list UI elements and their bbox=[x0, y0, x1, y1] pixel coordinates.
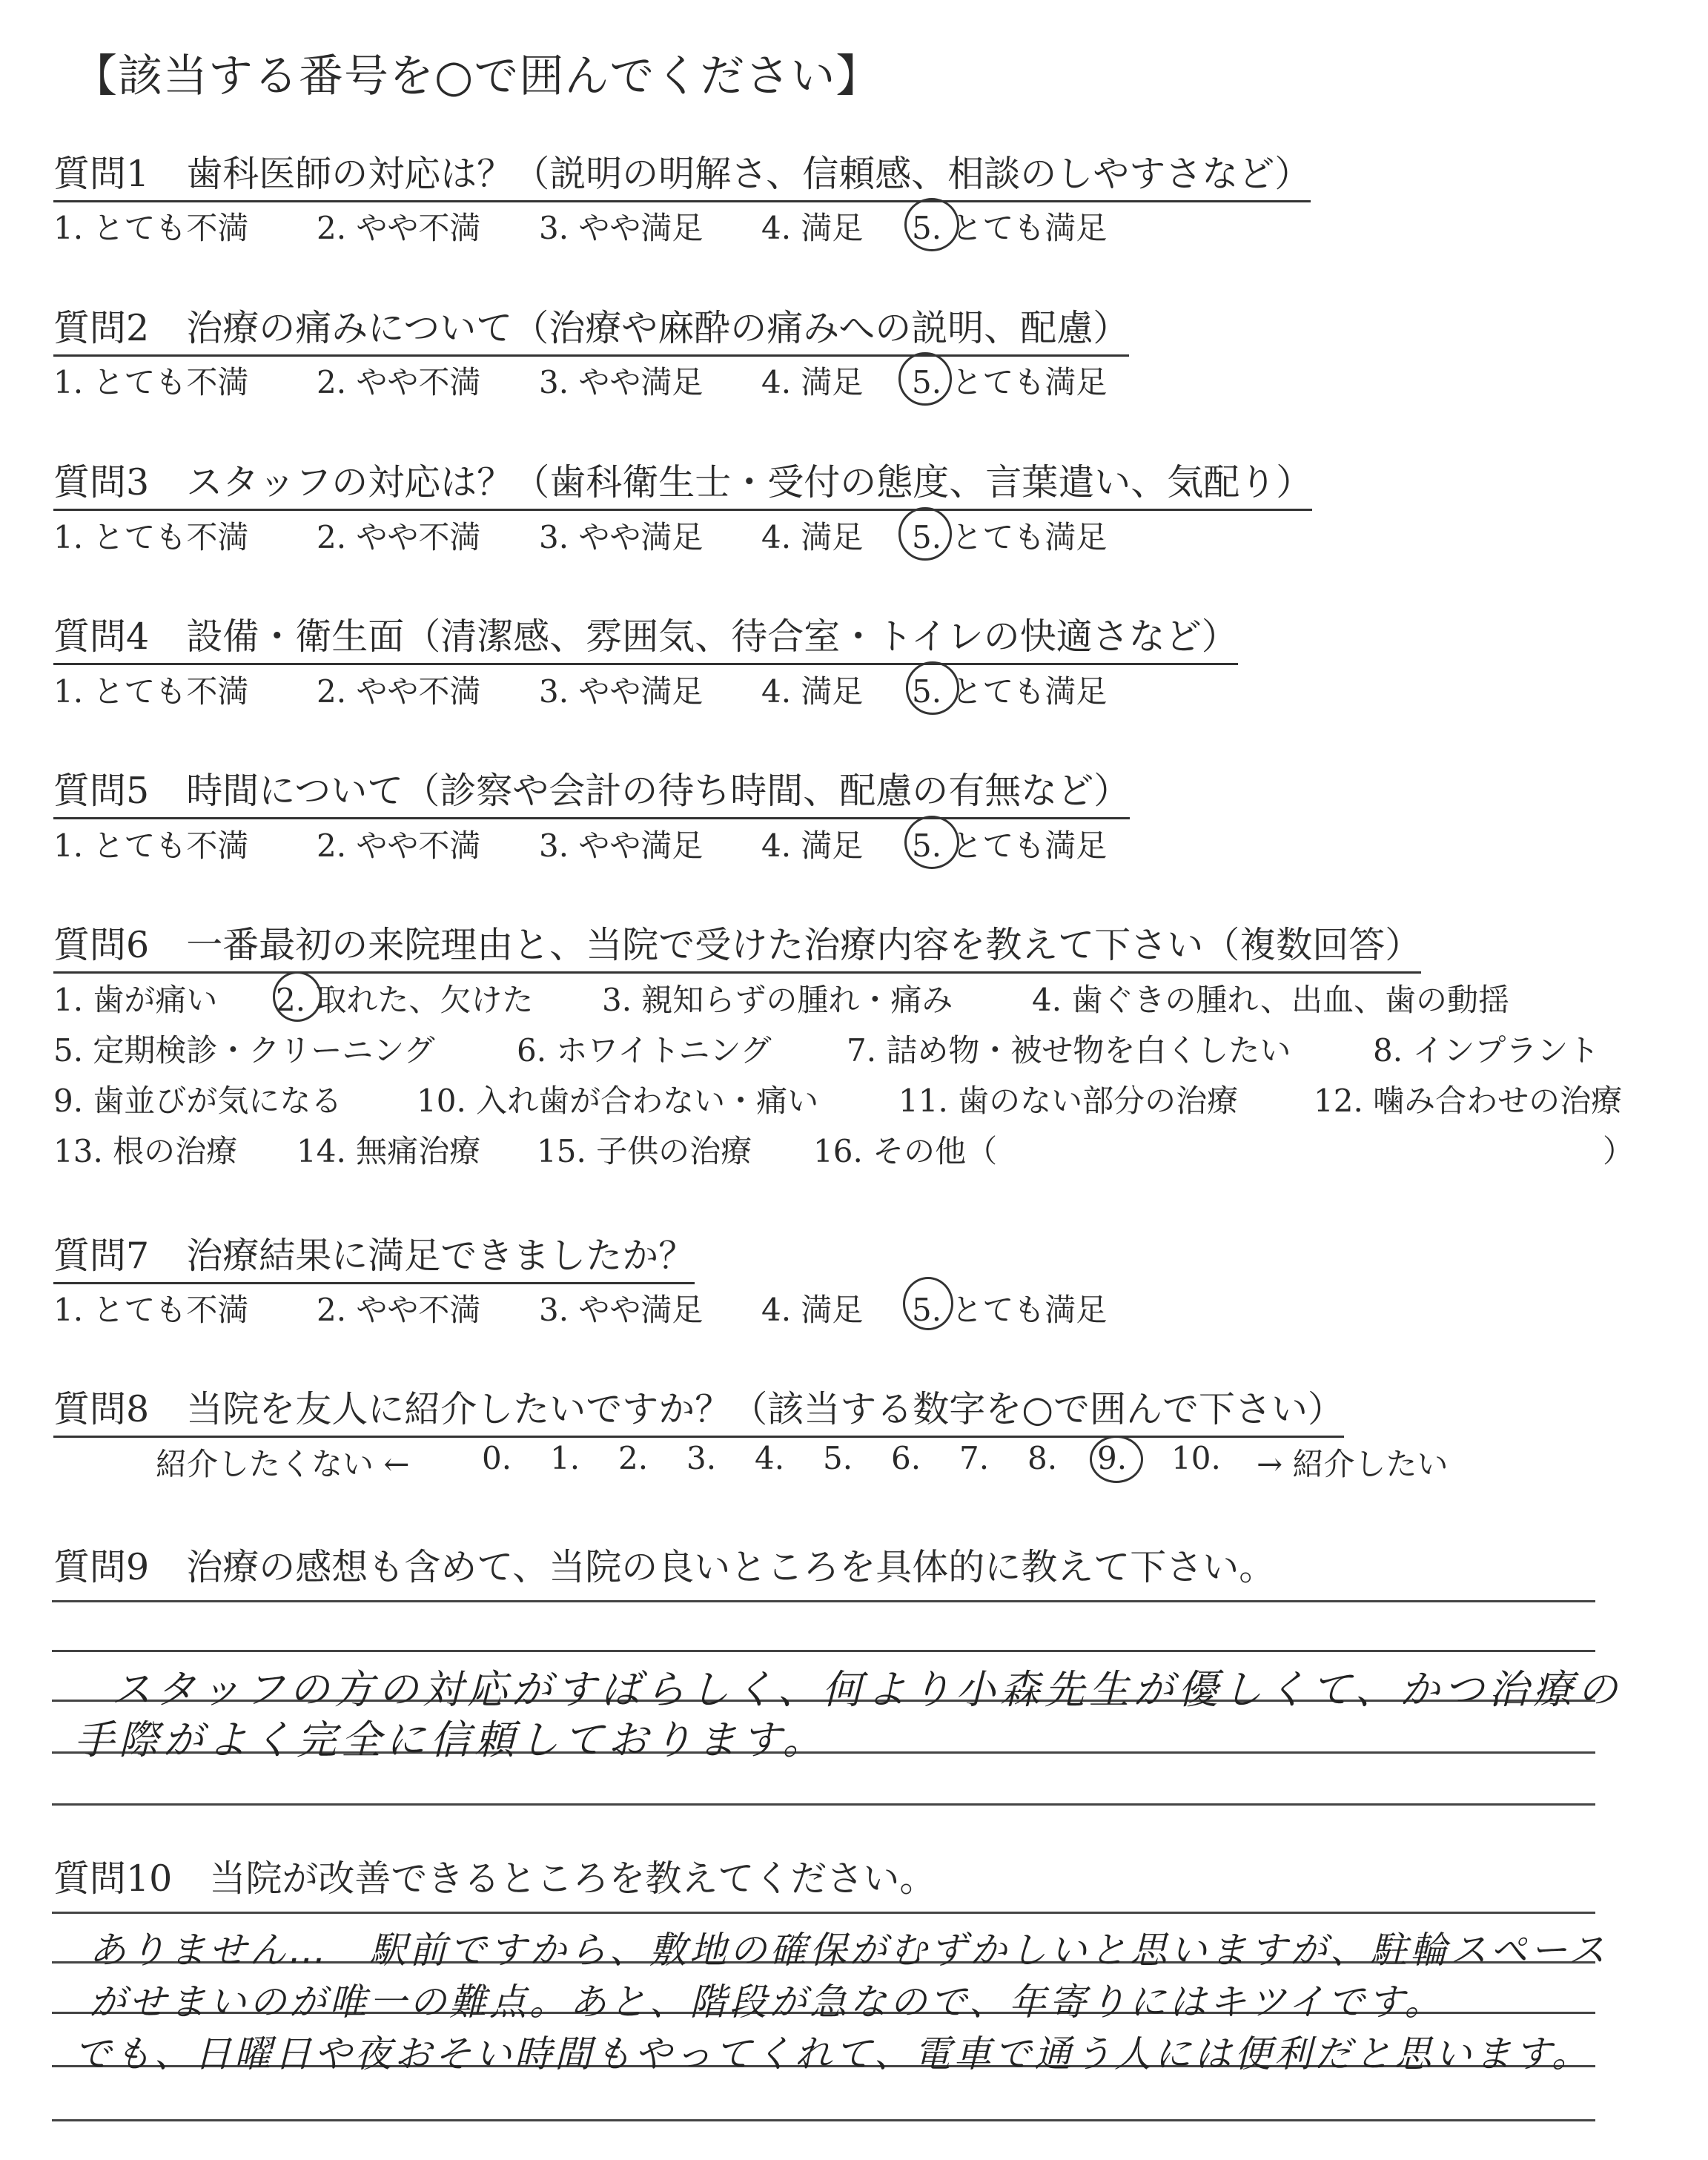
option-4[interactable]: 4. 満足 bbox=[761, 673, 864, 710]
question-text: 当院を友人に紹介したいですか？（該当する数字を○で囲んで下さい） bbox=[186, 1388, 1344, 1430]
option-4[interactable]: 4. 満足 bbox=[761, 364, 864, 400]
handwritten-answer-line: ありません… 駅前ですから、敷地の確保がむずかしいと思いますが、駐輪スペース bbox=[89, 1929, 1609, 1972]
option-3[interactable]: 3. やや満足 bbox=[539, 673, 704, 710]
option-1[interactable]: 1. とても不満 bbox=[53, 1292, 249, 1328]
question-text: 歯科医師の対応は？（説明の明解さ、信頼感、相談のしやすさなど） bbox=[186, 153, 1311, 195]
option-8[interactable]: 8. インプラント bbox=[1373, 1032, 1600, 1069]
selection-circle bbox=[906, 661, 959, 715]
option-4[interactable]: 4. 満足 bbox=[761, 1292, 864, 1328]
question-1-options bbox=[53, 204, 1314, 248]
question-8-title bbox=[53, 1381, 1344, 1438]
question-2-options bbox=[53, 358, 1314, 403]
question-text: 治療の感想も含めて、当院の良いところを具体的に教えて下さい。 bbox=[186, 1546, 1276, 1588]
selection-circle bbox=[903, 1277, 953, 1330]
option-3[interactable]: 3. やや満足 bbox=[539, 1292, 704, 1328]
option-13[interactable]: 13. 根の治療 bbox=[53, 1133, 238, 1169]
option-7[interactable]: 7. 詰め物・被せ物を白くしたい bbox=[847, 1032, 1291, 1069]
option-2[interactable]: 2. やや不満 bbox=[317, 519, 481, 555]
option-5-selected[interactable]: 5. とても満足 bbox=[912, 519, 1108, 555]
selection-circle bbox=[904, 816, 959, 869]
option-12[interactable]: 12. 噛み合わせの治療 bbox=[1314, 1083, 1623, 1119]
option-10[interactable]: 10. 入れ歯が合わない・痛い bbox=[417, 1083, 819, 1119]
scale-3[interactable]: 3. bbox=[686, 1440, 717, 1476]
scale-8[interactable]: 8. bbox=[1027, 1440, 1058, 1476]
question-number: 質問9 bbox=[53, 1546, 150, 1588]
option-6[interactable]: 6. ホワイトニング bbox=[517, 1032, 772, 1069]
question-number: 質問4 bbox=[53, 615, 150, 658]
answer-line bbox=[52, 1650, 1595, 1652]
option-4[interactable]: 4. 満足 bbox=[761, 828, 864, 864]
question-2-title bbox=[53, 300, 1129, 357]
scale-6[interactable]: 6. bbox=[891, 1440, 921, 1476]
option-4[interactable]: 4. 満足 bbox=[761, 210, 864, 246]
option-1[interactable]: 1. 歯が痛い bbox=[53, 982, 218, 1018]
option-2[interactable]: 2. やや不満 bbox=[317, 364, 481, 400]
answer-line bbox=[52, 2119, 1595, 2121]
scale-1[interactable]: 1. bbox=[550, 1440, 580, 1476]
question-text: 当院が改善できるところを教えてください。 bbox=[209, 1857, 936, 1900]
scale-7[interactable]: 7. bbox=[959, 1440, 990, 1476]
question-5-options bbox=[53, 822, 1314, 866]
question-6-title bbox=[53, 916, 1421, 974]
selection-circle bbox=[904, 198, 959, 251]
option-5-selected[interactable]: 5. とても満足 bbox=[912, 673, 1108, 710]
option-5-selected[interactable]: 5. とても満足 bbox=[912, 1292, 1108, 1328]
option-5-selected[interactable]: 5. とても満足 bbox=[912, 828, 1108, 864]
question-3-title bbox=[53, 454, 1312, 511]
option-5-selected[interactable]: 5. とても満足 bbox=[912, 364, 1108, 400]
scale-0[interactable]: 0. bbox=[482, 1440, 512, 1476]
question-7-title bbox=[53, 1227, 695, 1284]
question-text: スタッフの対応は？（歯科衛生士・受付の態度、言葉遣い、気配り） bbox=[186, 461, 1313, 503]
answer-line bbox=[52, 1600, 1595, 1602]
page-heading: 【該当する番号を○で囲んでください】 bbox=[73, 50, 881, 102]
option-1[interactable]: 1. とても不満 bbox=[53, 210, 249, 246]
option-3[interactable]: 3. やや満足 bbox=[539, 364, 704, 400]
scale-5[interactable]: 5. bbox=[823, 1440, 853, 1476]
option-3[interactable]: 3. 親知らずの腫れ・痛み bbox=[602, 982, 953, 1018]
option-16-other[interactable]: 16. その他（ bbox=[813, 1133, 998, 1169]
question-6-options-row-1 bbox=[53, 976, 1647, 1020]
option-5-selected[interactable]: 5. とても満足 bbox=[912, 210, 1108, 246]
question-text: 一番最初の来院理由と、当院で受けた治療内容を教えて下さい（複数回答） bbox=[186, 924, 1422, 966]
question-4-title bbox=[53, 608, 1238, 665]
question-number: 質問3 bbox=[53, 461, 150, 503]
option-2[interactable]: 2. やや不満 bbox=[317, 673, 481, 710]
question-text: 治療結果に満足できましたか？ bbox=[186, 1235, 695, 1277]
question-number: 質問10 bbox=[53, 1857, 173, 1900]
handwritten-answer-line: でも、日曜日や夜おそい時間もやってくれて、電車で通う人には便利だと思います。 bbox=[74, 2032, 1592, 2075]
option-4[interactable]: 4. 歯ぐきの腫れ、出血、歯の動揺 bbox=[1032, 982, 1509, 1018]
question-6-options-row-3 bbox=[53, 1077, 1647, 1121]
question-text: 設備・衛生面（清潔感、雰囲気、待合室・トイレの快適さなど） bbox=[186, 615, 1238, 658]
scale-9-selected[interactable]: 9. bbox=[1097, 1440, 1128, 1476]
handwritten-answer-line: がせまいのが唯一の難点。あと、階段が急なので、年寄りにはキツイです。 bbox=[89, 1981, 1445, 2024]
question-10-title bbox=[53, 1850, 936, 1902]
option-1[interactable]: 1. とても不満 bbox=[53, 519, 249, 555]
question-number: 質問2 bbox=[53, 307, 150, 349]
handwritten-answer-line: 手際がよく完全に信頼しております。 bbox=[74, 1717, 827, 1763]
selection-circle bbox=[898, 352, 952, 406]
question-number: 質問8 bbox=[53, 1388, 150, 1430]
selection-circle bbox=[898, 507, 952, 561]
option-14[interactable]: 14. 無痛治療 bbox=[297, 1133, 481, 1169]
option-9[interactable]: 9. 歯並びが気になる bbox=[53, 1083, 342, 1119]
option-11[interactable]: 11. 歯のない部分の治療 bbox=[898, 1083, 1239, 1119]
scale-4[interactable]: 4. bbox=[755, 1440, 785, 1476]
option-2-selected[interactable]: 2. 取れた、欠けた bbox=[276, 982, 534, 1018]
scale-2[interactable]: 2. bbox=[618, 1440, 649, 1476]
question-text: 時間について（診察や会計の待ち時間、配慮の有無など） bbox=[186, 770, 1131, 812]
question-4-options bbox=[53, 667, 1314, 712]
selection-circle bbox=[273, 971, 322, 1022]
option-1[interactable]: 1. とても不満 bbox=[53, 673, 249, 710]
question-9-title bbox=[53, 1539, 1275, 1591]
question-8-scale bbox=[156, 1440, 1490, 1484]
question-3-options bbox=[53, 513, 1314, 558]
question-1-title bbox=[53, 145, 1311, 202]
handwritten-answer-line: スタッフの方の対応がすばらしく、何より小森先生が優しくて、かつ治療の bbox=[111, 1666, 1622, 1713]
answer-line bbox=[52, 1912, 1595, 1914]
question-number: 質問6 bbox=[53, 924, 150, 966]
option-3[interactable]: 3. やや満足 bbox=[539, 519, 704, 555]
option-5[interactable]: 5. 定期検診・クリーニング bbox=[53, 1032, 435, 1069]
question-number: 質問5 bbox=[53, 770, 150, 812]
selection-circle bbox=[1090, 1436, 1143, 1483]
option-3[interactable]: 3. やや満足 bbox=[539, 828, 704, 864]
option-3[interactable]: 3. やや満足 bbox=[539, 210, 704, 246]
scale-right-label: → 紹介したい bbox=[1257, 1446, 1449, 1482]
question-7-options bbox=[53, 1286, 1314, 1330]
other-close-paren: ） bbox=[1603, 1133, 1635, 1169]
option-1[interactable]: 1. とても不満 bbox=[53, 828, 249, 864]
scale-10[interactable]: 10. bbox=[1171, 1440, 1221, 1476]
question-6-options-row-4 bbox=[53, 1127, 1647, 1172]
answer-line bbox=[52, 1803, 1595, 1806]
option-2[interactable]: 2. やや不満 bbox=[317, 828, 481, 864]
question-number: 質問1 bbox=[53, 153, 150, 195]
question-text: 治療の痛みについて（治療や麻酔の痛みへの説明、配慮） bbox=[186, 307, 1130, 349]
option-2[interactable]: 2. やや不満 bbox=[317, 1292, 481, 1328]
option-15[interactable]: 15. 子供の治療 bbox=[537, 1133, 752, 1169]
option-1[interactable]: 1. とても不満 bbox=[53, 364, 249, 400]
option-2[interactable]: 2. やや不満 bbox=[317, 210, 481, 246]
scale-left-label: 紹介したくない ← bbox=[156, 1446, 410, 1482]
option-4[interactable]: 4. 満足 bbox=[761, 519, 864, 555]
question-5-title bbox=[53, 762, 1130, 819]
question-6-options-row-2 bbox=[53, 1026, 1647, 1071]
question-number: 質問7 bbox=[53, 1235, 150, 1277]
